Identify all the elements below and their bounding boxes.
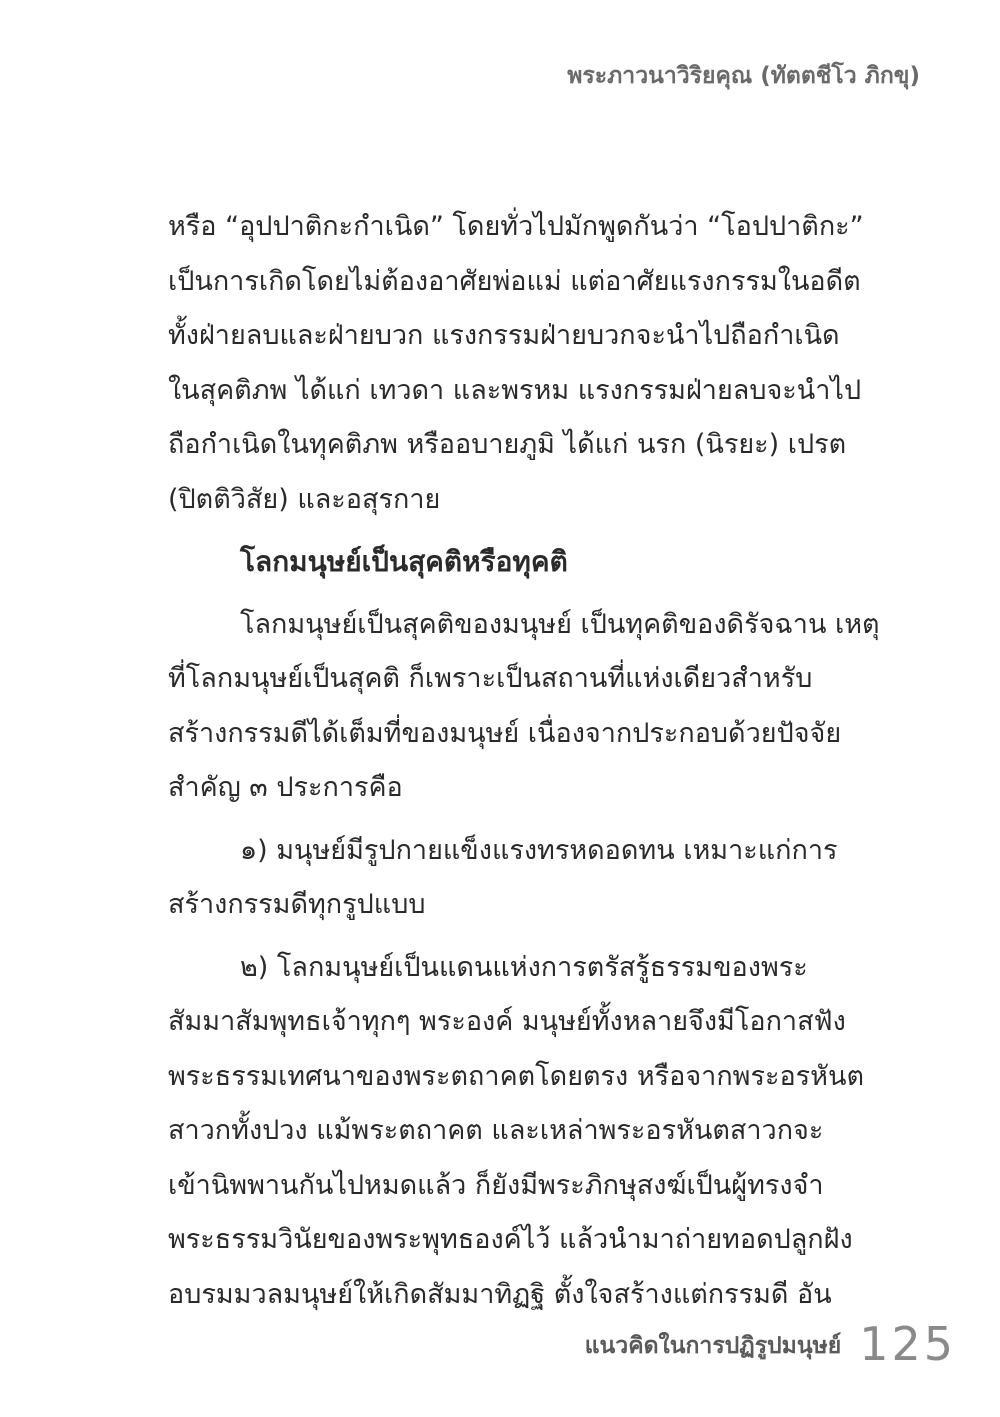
text-line: สาวกทั้งปวง แม้พระตถาคต และเหล่าพระอรหันตสาวกจะ — [168, 1115, 824, 1146]
paragraph-gap — [168, 527, 868, 535]
text-line: เป็นการเกิดโดยไม่ต้องอาศัยพ่อแม่ แต่อาศัยแรงกรรมในอดีต — [168, 265, 861, 297]
footer-book-title: แนวคิดในการปฏิรูปมนุษย์ — [584, 1333, 842, 1359]
page-number: 125 — [859, 1317, 956, 1371]
text-line: สร้างกรรมดีทุกรูปแบบ — [168, 889, 426, 920]
text-line: พระธรรมวินัยของพระพุทธองค์ไว้ แล้วนำมาถ่ายทอดปลูกฝัง — [168, 1224, 853, 1255]
page-footer — [585, 1312, 956, 1372]
paragraph-4 — [168, 941, 868, 1323]
text-line: ทั้งฝ่ายลบและฝ่ายบวก แรงกรรมฝ่ายบวกจะนำไปถือกำเนิด — [168, 320, 840, 351]
running-head: พระภาวนาวิริยคุณ (ทัตตชีโว ภิกขุ) — [567, 63, 920, 89]
text-line: เข้านิพพานกันไปหมดแล้ว ก็ยังมีพระภิกษุสงฆ์เป็นผู้ทรงจำ — [168, 1169, 824, 1201]
text-line: (ปิตติวิสัย) และอสุรกาย — [168, 483, 441, 515]
paragraph-2 — [168, 598, 880, 816]
text-line: สัมมาสัมพุทธเจ้าทุกๆ พระองค์ มนุษย์ทั้งหลายจึงมีโอกาสฟัง — [168, 1006, 846, 1037]
text-line: ๑) มนุษย์มีรูปกายแข็งแรงทรหดอดทน เหมาะแก่การ — [240, 834, 838, 866]
text-line: ถือกำเนิดในทุคติภพ หรืออบายภูมิ ได้แก่ นรก (นิรยะ) เปรต — [168, 429, 847, 460]
text-line: ที่โลกมนุษย์เป็นสุคติ ก็เพราะเป็นสถานที่แห่งเดียวสำหรับ — [168, 663, 813, 694]
paragraph-gap — [168, 933, 868, 941]
paragraph-gap — [168, 590, 868, 598]
text-line: ๒) โลกมนุษย์เป็นแดนแห่งการตรัสรู้ธรรมของพระ — [240, 951, 808, 983]
paragraph-3 — [168, 824, 868, 933]
paragraph-gap — [168, 816, 868, 824]
text-line: โลกมนุษย์เป็นสุคติของมนุษย์ เป็นทุคติของดิรัจฉาน เหตุ — [240, 608, 880, 640]
text-line: สำคัญ ๓ ประการคือ — [168, 772, 403, 803]
body-text — [168, 200, 880, 1322]
text-line: สร้างกรรมดีได้เต็มที่ของมนุษย์ เนื่องจากประกอบด้วยปัจจัย — [168, 717, 842, 749]
text-line: หรือ “อุปปาติกะกำเนิด” โดยทั่วไปมักพูดกันว่า “โอปปาติกะ” — [168, 211, 864, 242]
paragraph-1 — [168, 200, 868, 527]
text-line: อบรมมวลมนุษย์ให้เกิดสัมมาทิฏฐิ ตั้งใจสร้างแต่กรรมดี อัน — [168, 1278, 832, 1310]
text-line: ในสุคติภพ ได้แก่ เทวดา และพรหม แรงกรรมฝ่ายลบจะนำไป — [168, 374, 862, 406]
text-line: พระธรรมเทศนาของพระตถาคตโดยตรง หรือจากพระอรหันต — [168, 1060, 864, 1092]
section-heading: โลกมนุษย์เป็นสุคติหรือทุคติ — [240, 545, 568, 578]
